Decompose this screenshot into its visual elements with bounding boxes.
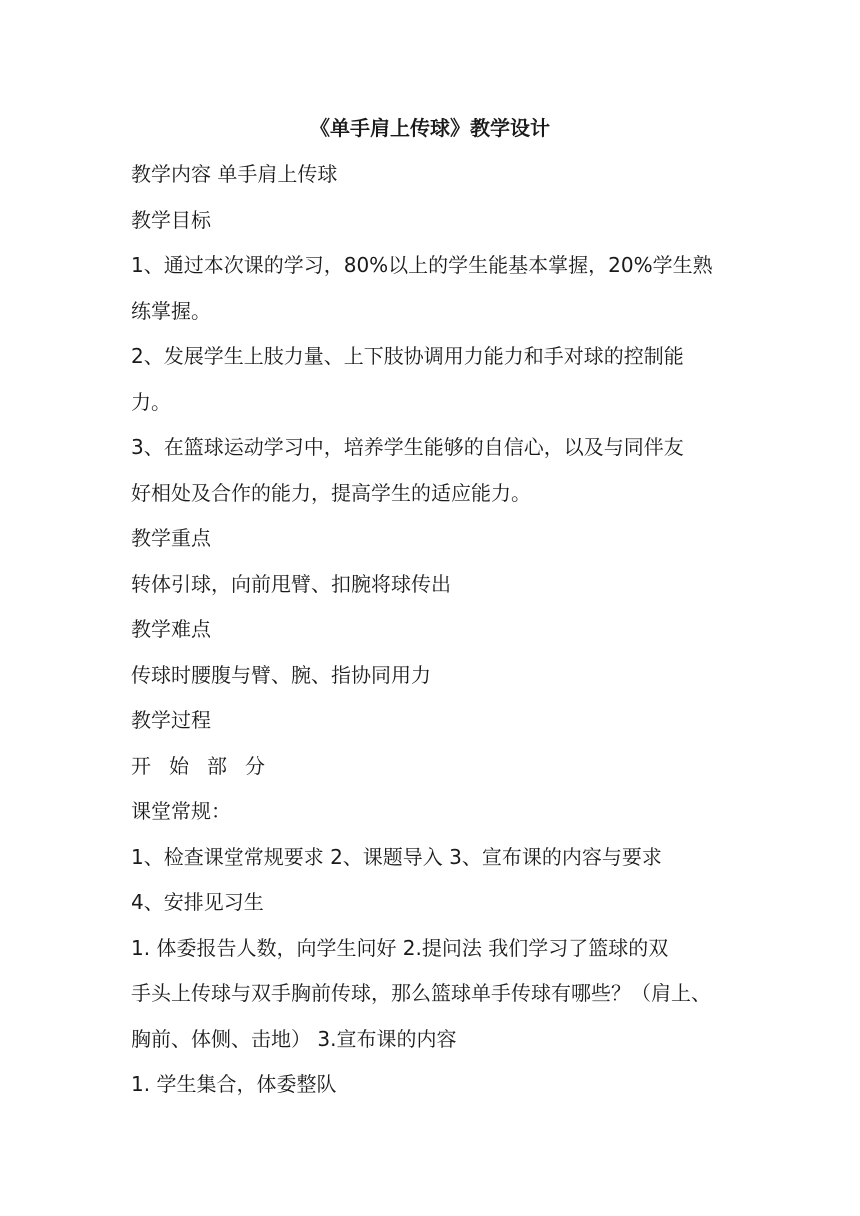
text-line: 2、发展学生上肢力量、上下肢协调用力能力和手对球的控制能	[131, 344, 684, 368]
section-heading: 教学目标	[131, 207, 211, 232]
text-line: 1、通过本次课的学习，80%以上的学生能基本掌握，20%学生熟	[131, 253, 713, 277]
text-line: 4、安排见习生	[131, 890, 264, 914]
text-line: 力。	[131, 389, 171, 414]
text-line: 课堂常规：	[131, 799, 231, 823]
section-heading: 教学重点	[131, 526, 211, 550]
text-line: 1. 体委报告人数，向学生问好 2.提问法 我们学习了篮球的双	[131, 935, 669, 960]
text-line: 1、检查课堂常规要求 2、课题导入 3、宣布课的内容与要求	[131, 844, 662, 869]
text-line: 3、在篮球运动学习中，培养学生能够的自信心，以及与同伴友	[131, 435, 684, 459]
section-heading: 教学过程	[131, 708, 211, 732]
document-title: 《单手肩上传球》教学设计	[310, 116, 550, 140]
text-line: 传球时腰腹与臂、腕、指协同用力	[131, 662, 431, 687]
text-line: 1. 学生集合，体委整队	[131, 1072, 337, 1096]
document-body	[131, 152, 735, 1108]
text-line: 练掌握。	[131, 298, 211, 323]
text-line: 教学内容 单手肩上传球	[131, 162, 338, 186]
text-line: 好相处及合作的能力，提高学生的适应能力。	[131, 480, 531, 505]
text-line: 胸前、体侧、击地） 3.宣布课的内容	[131, 1026, 457, 1051]
text-line: 手头上传球与双手胸前传球，那么篮球单手传球有哪些？（肩上、	[131, 981, 711, 1005]
part-heading: 开始部分	[131, 753, 283, 778]
section-heading: 教学难点	[131, 617, 211, 641]
text-line: 转体引球，向前甩臂、扣腕将球传出	[131, 571, 451, 596]
